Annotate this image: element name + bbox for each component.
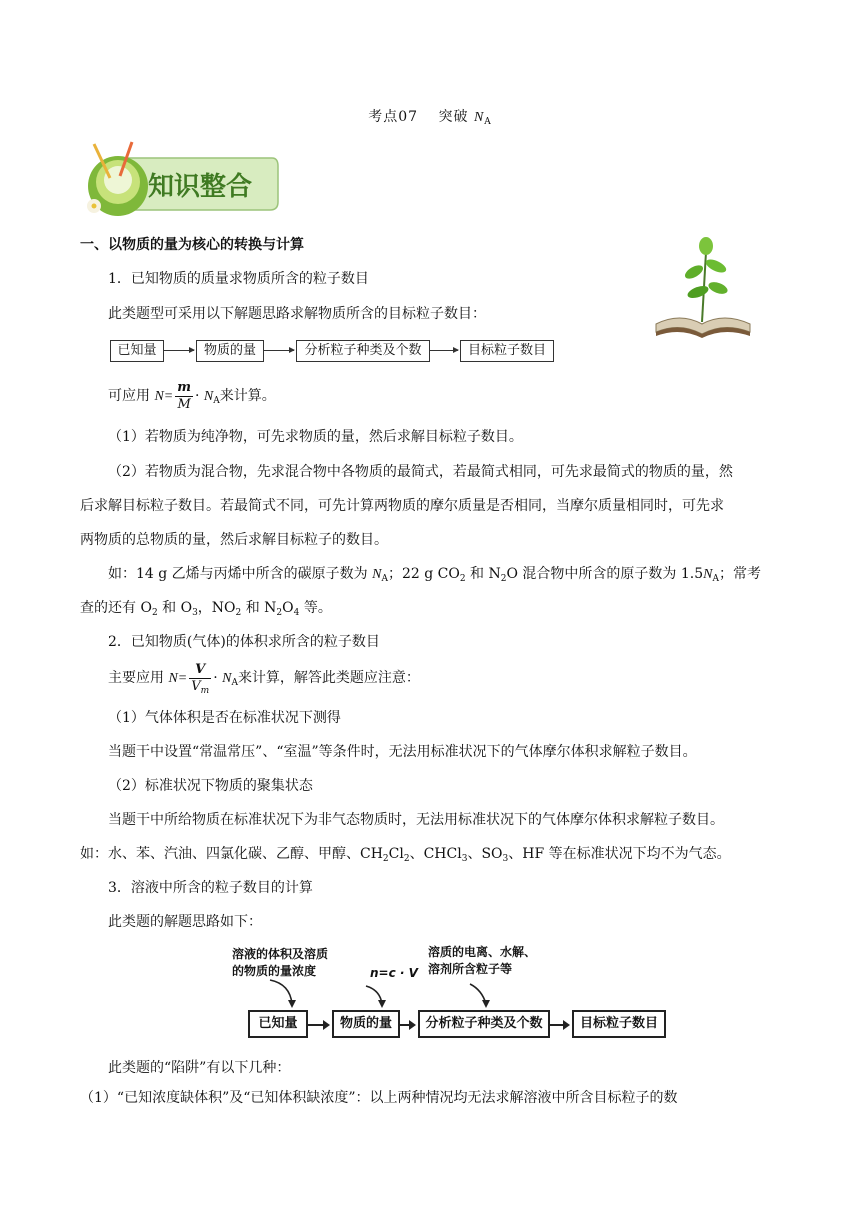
flow-note-formula: n=c · V: [370, 966, 418, 980]
arrow-icon: [264, 350, 294, 351]
arrow-icon: [400, 1024, 414, 1026]
arrow-icon: [550, 1024, 568, 1026]
banner-text: 知识整合: [148, 172, 253, 202]
flow-box: 物质的量: [332, 1010, 400, 1038]
paragraph: 后求解目标粒子数目。若最简式不同，可先计算两物质的摩尔质量是否相同，当摩尔质量相同时，可先求: [80, 498, 724, 514]
fraction: $\frac{m}{M}$: [177, 379, 192, 412]
paragraph: 如：水、苯、汽油、四氯化碳、乙醇、甲醇、$CH_2Cl_2$、CHCl$_3$、$SO_3$、HF 等在标准状况下均不为气态。: [80, 846, 731, 864]
paragraph-example: 查的还有 $O_2$ 和 $O_3$，$NO_2$ 和 $N_2O_4$ 等。: [80, 600, 332, 618]
knowledge-banner: [80, 140, 280, 222]
flow-box: 分析粒子种类及个数: [296, 340, 430, 362]
paragraph-example: 如：14 g 乙烯与丙烯中所含的碳原子数为 $N_A$；22 g $CO_2$ 和 $N_2O$ 混合物中所含的原子数为 $1.5N_A$；常考: [108, 566, 761, 584]
paragraph: 当题干中所给物质在标准状况下为非气态物质时，无法用标准状况下的气体摩尔体积求解粒子数目。: [108, 812, 724, 828]
flow-box: 分析粒子种类及个数: [418, 1010, 550, 1038]
paragraph: （1）气体体积是否在标准状况下测得: [108, 710, 341, 726]
plant-book-illustration: [650, 232, 755, 342]
flow-box: 目标粒子数目: [572, 1010, 666, 1038]
flow-box: 已知量: [110, 340, 164, 362]
formula-line: 主要应用 N= $\frac{V}{V_m}$ · $N_A$来计算，解答此类题应注意：: [108, 661, 420, 696]
subsection-heading: 3．溶液中所含的粒子数目的计算: [108, 880, 313, 896]
flow-box: 目标粒子数目: [460, 340, 554, 362]
arrow-icon: [164, 350, 194, 351]
paragraph: 两物质的总物质的量，然后求解目标粒子的数目。: [80, 532, 388, 548]
paragraph: 此类题的解题思路如下：: [108, 914, 262, 930]
paragraph: （2）标准状况下物质的聚集状态: [108, 778, 313, 794]
subsection-heading: 2．已知物质(气体)的体积求所含的粒子数目: [108, 634, 380, 650]
paragraph: 此类题型可采用以下解题思路求解物质所含的目标粒子数目：: [108, 306, 486, 322]
flow-box: 物质的量: [196, 340, 264, 362]
flow-note: 溶质的电离、水解、 溶剂所含粒子等: [428, 945, 537, 976]
page-title: 考点07 突破 $N_A$: [368, 109, 492, 127]
section-heading: 一、以物质的量为核心的转换与计算: [80, 237, 304, 253]
paragraph: （1）若物质为纯净物，可先求物质的量，然后求解目标粒子数目。: [108, 429, 523, 445]
paragraph: 当题干中设置“常温常压”、“室温”等条件时，无法用标准状况下的气体摩尔体积求解粒子数目。: [108, 744, 697, 760]
flow-box: 已知量: [248, 1010, 308, 1038]
arrow-icon: [308, 1024, 328, 1026]
paragraph: （1）“已知浓度缺体积”及“已知体积缺浓度”：以上两种情况均无法求解溶液中所含目标粒子的数: [80, 1090, 678, 1106]
fraction: $\frac{V}{V_m}$: [191, 661, 210, 696]
subsection-heading: 1．已知物质的质量求物质所含的粒子数目: [108, 271, 369, 287]
arrow-icon: [430, 350, 458, 351]
flow-diagram-2: [230, 940, 670, 1040]
formula-line: 可应用 N= $\frac{m}{M}$ · $N_A$来计算。: [108, 379, 276, 412]
paragraph: （2）若物质为混合物，先求混合物中各物质的最简式，若最简式相同，可先求最简式的物质的量，然: [108, 464, 733, 480]
paragraph: 此类题的“陷阱”有以下几种：: [108, 1060, 291, 1076]
flow-note: 溶液的体积及溶质 的物质的量浓度: [232, 947, 329, 978]
